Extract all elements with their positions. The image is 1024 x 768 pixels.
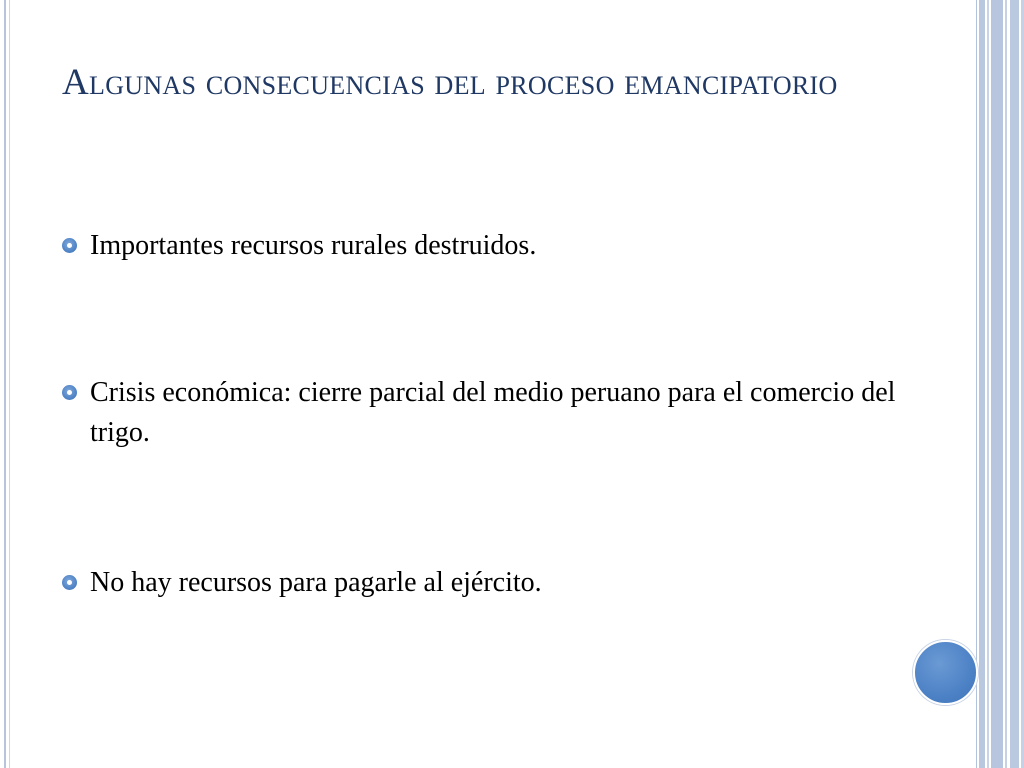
circle-bullet-icon (62, 575, 77, 590)
left-border-line-inner (9, 0, 10, 768)
right-stripe (1005, 0, 1007, 768)
bullet-text: No hay recursos para pagarle al ejército. (90, 567, 542, 598)
left-border-line (4, 0, 6, 768)
circle-bullet-icon (62, 238, 77, 253)
right-stripe (979, 0, 985, 768)
right-stripe (976, 0, 977, 768)
slide-title: Algunas consecuencias del proceso emancipatorio (62, 62, 838, 103)
bullet-text: Importantes recursos rurales destruidos. (90, 230, 537, 261)
bullet-text: Crisis económica: cierre parcial del medio peruano para el comercio del trigo. (90, 377, 896, 448)
circle-bullet-icon (62, 385, 77, 400)
right-stripe (991, 0, 1003, 768)
decorative-circle-icon (913, 640, 978, 705)
right-stripe (1010, 0, 1019, 768)
right-stripe (987, 0, 989, 768)
